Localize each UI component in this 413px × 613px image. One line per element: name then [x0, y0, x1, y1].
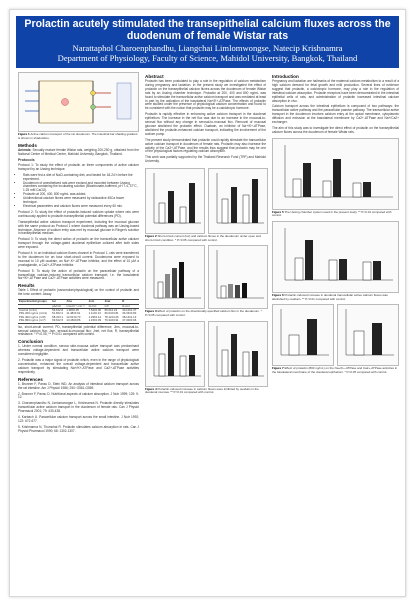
bar [289, 335, 299, 355]
bar [168, 191, 174, 223]
protocol-bullet: • Unidirectional calcium fluxes were measured by radioactive 45Ca tracer technique. [23, 197, 139, 205]
abstract-paragraph: The present study demonstrated that prolactin could rapidly stimulate the transcellular active calcium transport in duodenum of female rats. Prolactin may also increase the activity of the Ca2+-ATPase, and the results thus suggest that prolactin may be one of the physiological factors regulating calcium absorption. [145, 137, 266, 154]
poster [9, 9, 406, 597]
table-cell: 38.14±1.13 [122, 314, 137, 319]
animals-text: Sexually mature female Wistar rats, weighing 200-250 g, obtained from the National Center of Medical Centre, Mahidol University, Bangkok, Thailand. [18, 148, 139, 157]
ca-atpase-pump [91, 91, 96, 96]
figure-6-panel [272, 221, 399, 293]
figure-3-caption-text: Effect of prolactin on the directionally-specified calcium flux in the duodenum. * P<0.05 compared with control. [145, 309, 262, 317]
table-header-cell: Jnet [104, 299, 111, 304]
figure-1-svg [19, 73, 138, 129]
figure-3b-panel [208, 245, 268, 309]
table-cell: 56.6±2.8 [52, 308, 64, 312]
animals-paragraph [18, 149, 139, 157]
methods-heading: Methods [18, 143, 37, 149]
figure-7a-panel [272, 304, 334, 366]
figure-2-caption-text: Short-circuit current (Isc) and calcium fluxes in the duodenum under open and short-circuit condition. * P<0.05 compared with control. [145, 234, 261, 242]
protocol-bullets [18, 174, 139, 209]
bar [222, 199, 228, 223]
table-unit-cell: Ω·cm² [88, 303, 97, 308]
table-cell: 68.4±3.1 [52, 314, 64, 319]
conclusion-item: 1. Under normal condition, serosa side-mucosa active transport was predominant whereas voltage-dependent and transcellular active calcium transport were considered negligible. [18, 344, 139, 357]
figure-3-caption [145, 310, 266, 317]
table-cell: 51.8±2.2 [52, 311, 64, 316]
figure-7-label: Figure 7 [272, 366, 284, 371]
na-ca-exchanger [91, 105, 96, 110]
reference-item: 3. Charoenphandhu N, Limlomwongse L, Krishnamra N. Prolactin directly stimulates transcellular active calcium transport in the duodenum of female rats. Can J Physiol Pharmacol 2001; 79: 430-438. [18, 401, 139, 414]
column-right [272, 72, 399, 377]
table-cell: Control (n=11) [19, 308, 37, 312]
bar [295, 258, 303, 280]
bar [189, 183, 195, 223]
bar [323, 181, 331, 197]
table-header-cell: Jms [66, 299, 73, 304]
figure-2-label: Figure 2 [145, 234, 157, 239]
reference-item: 1. Bronner F, Pansu D, Stein WD. An analysis of intestinal calcium transport across the rat intestine. Am J Physiol 1986; 250: G561-G569. [18, 381, 139, 390]
table-cell: 79.34±3.91 [104, 318, 119, 323]
table-header-cell: Experimental groups [19, 299, 47, 304]
protocol-1-text: Protocol 1: To study the effect of prolactin on three components of active calcium transport by an Ussing technique. [18, 162, 139, 171]
bar [372, 323, 382, 355]
poster-authors: Narattaphol Charoenphandhu, Liangchai Limlomwongse, Natecip Krishnamra [72, 43, 343, 53]
table-caption: Table 1 Effect of prolactin (nanomolar/physiological) on the control of prolactin and the ionic content. Assay [18, 288, 139, 297]
figure-7-caption-text: Effect of prolactin (800 ng/mL) on the Na+/K+-ATPase and Ca2+-ATPase activities in the basolateral membrane of the duodenal epithelium. * P<0.05 compared with control. [272, 366, 398, 374]
figure-4b-panel [208, 321, 268, 387]
reference-item: 5. Krishnamra N, Thumchai R. Prolactin stimulates calcium absorption in rats. Can J Physiol Pharmacol 1990; 68: 1302-1307. [18, 424, 139, 433]
table-cell: PRL 400 ng/mL (n=8) [19, 314, 46, 319]
figure-2b-svg [209, 169, 267, 231]
conclusion-item: 2. Prolactin was a major signal of prolactin which, even in the range of physiological concentration, enhanced the overall voltage-dependent and transcellular active calcium transport by stimulating Na+/K+-ATPase and Ca2+-ATPase activities respectively. [18, 358, 139, 374]
conclusion-heading: Conclusion [18, 339, 44, 345]
table-cell: 78.12±4.26 [104, 314, 119, 319]
animals-label: Animals: [18, 148, 32, 153]
figure-6-label: Figure 6 [272, 292, 284, 297]
protocol-2b-text: Transepithelial active calcium transport experiment, including the mucosal glucose with the same protocol as Protocol 1 where duodenal pathway was an Ussing-based technique. Absence of sodium entry was met by mucosal glucose in Ringer's solution in transepithelial medium. [18, 219, 139, 236]
table-cell: 1.11±0.13 [88, 311, 101, 316]
bar [158, 282, 163, 298]
intro-paragraph: The aim of this study was to investigate the direct effect of prolactin on the transepithelial calcium fluxes across the duodenum of female Wistar rats. [272, 125, 399, 134]
bar [363, 182, 371, 197]
figure-5-label: Figure 5 [272, 209, 284, 214]
abstract-paragraph: Prolactin has been postulated to play a role in the regulation of calcium metabolism during pregnancy and lactation. In the present study we investigated the effect of prolactin on the transepithelial calcium fluxes across the duodenum of female Wistar rats by an Ussing chamber technique. Prolactin at 200, 400 and 800 ng/mL was found to stimulate the transcellular active calcium transport and was mediated at least in part by the activation of the basolateral Na+/K+-ATPase. The effects of prolactin were studied under the presence of physiological calcium concentration and found to be consistent with the notion that prolactin may be a calciotropic hormone. [145, 79, 266, 111]
table-cell: 30.10±1.37 [122, 308, 137, 312]
table-cell: PRL 200 ng/mL (n=11) [19, 311, 47, 316]
figure-6-caption-text: Prolactin-induced increase in duodenal transcellular active calcium fluxes was abolished by ouabain. ** P<0.01 compared with control. [272, 292, 388, 301]
bar [165, 274, 170, 298]
figure-1-caption-text: Active calcium transport of the rat duodenum. The intestinal bar shading gradient is shown in shadowbox. [18, 132, 138, 140]
bar [222, 350, 228, 376]
protocol-bullet: • Duodenum of anesthetized rats were excised and mounted between Ussing chambers containing the incubating solution (Bicarbonate-buffered, pH 7.4, 37°C, 1.25 mM CaCl2). [23, 182, 139, 194]
results-table [18, 299, 139, 323]
references-heading: References [18, 376, 43, 382]
table-cell: 11.48±0.61 [66, 311, 81, 316]
table-header-cell: Isc [52, 299, 57, 304]
figure-7b-panel [337, 304, 399, 366]
intro-paragraph: Pregnancy and lactation are hallmarks of the maternal calcium metabolism to a result of a high calcium demand for fetal growth and milk production. Several lines of evidence suggest that prolactin, a calciotropic hormone, may play a role in the regulation of intestinal calcium absorption. Prolactin receptors have been demonstrated in the intestinal epithelial cells of rats, and administration of prolactin increased intestinal calcium absorption in vivo. [272, 79, 399, 103]
figure-7-caption [272, 367, 399, 374]
figure-2-row [145, 168, 266, 234]
figure-1-caption [18, 133, 139, 140]
figure-3a-svg [146, 246, 204, 306]
figure-4a-svg [146, 322, 204, 384]
poster-title: Prolactin acutely stimulated the transepithelial calcium fluxes across the duodenum of female Wistar rats [24, 18, 391, 42]
figure-3-label: Figure 3 [145, 309, 157, 314]
table-unit-cell: mV [104, 303, 109, 308]
table-cell: 1.15±0.09 [88, 318, 102, 323]
figure-4b-svg [209, 322, 267, 384]
bar [231, 334, 237, 376]
table-cell: PRL 800 ng/mL (n=7) [19, 318, 46, 323]
figure-4-caption-text: Prolactin-induced increase in calcium fluxes were inhibited by ouabain in the duodenal mucosa. ** P<0.01 compared with control. [145, 386, 259, 395]
reference-item: 4. Karbach U. Paracellular calcium transport across the small intestine. J Nutr 1992; 122: 672-677. [18, 415, 139, 423]
figure-7a-svg [273, 305, 333, 363]
figure-4-caption [145, 388, 266, 395]
protocol-3-text: Protocol 3: To study the direct action of prolactin on the transcellular active calcium transport through the voltage-gated duodenal epithelium cultured after both sides were exposed. [18, 237, 139, 250]
results-heading: Results [18, 283, 35, 289]
bar [353, 183, 361, 197]
bar [235, 285, 240, 298]
protocol-bullet: • Electrical parameters and calcium fluxes were measured every 60 min. [23, 205, 139, 209]
bar [363, 262, 371, 280]
bar [252, 179, 258, 223]
figure-7b-svg [338, 305, 398, 363]
figure-5-caption [272, 211, 399, 218]
bar [252, 351, 258, 376]
abstract-paragraph: Prolactin is rapidly effective in enhancing active calcium transport in the duodenal epithelium. The increase in the net flux was due to an increase in the mucosal-to-serosal flux without any change in serosal-to-mucosal flux. Removal of mucosal glucose abolished the prolactin effect. Ouabain, an inhibitor of Na+/K+-ATPase, abolished the prolactin-enhanced calcium transport, indicating the involvement of the sodium pump. [145, 112, 266, 136]
reference-item: 2. Bronner F, Pansu D. Nutritional aspects of calcium absorption. J Nutr 1999; 129: 9-12. [18, 391, 139, 400]
bar [172, 268, 177, 298]
table-cell: 69.6±2.5 [52, 318, 64, 323]
bar [189, 355, 195, 376]
bar [242, 283, 247, 298]
poster-affiliation: Department of Physiology, Faculty of Science, Mahidol University, Bangkok, Thailand [57, 53, 358, 63]
protocol-2-text: Protocol 2: To study the effect of prolactin-induced calcium uptake where rats were continuously applied to prolactin transepithelial potential differences (PD). [18, 209, 139, 218]
figure-6-caption [272, 294, 399, 301]
figure-6-svg [273, 222, 398, 290]
figure-2a-svg [146, 169, 204, 231]
bar [373, 261, 381, 280]
table-cell: 36.34±0.83 [122, 311, 137, 316]
table-unit-cell: μA/cm² [52, 303, 62, 308]
table-cell: 12.91±0.73 [66, 314, 81, 319]
table-header-cell: Jsm [88, 299, 95, 304]
figure-4-row [145, 321, 266, 387]
table-header-cell: R [122, 299, 125, 304]
figure-2a-panel [145, 168, 205, 234]
abstract-heading: Abstract [145, 74, 164, 79]
column-middle [145, 72, 266, 398]
introduction-heading: Introduction [272, 74, 299, 79]
bar [307, 319, 317, 355]
table-cell: 13.48±0.86 [66, 318, 81, 323]
table-unit-cell: nmol·h⁻¹·cm⁻² [66, 303, 85, 308]
bar [180, 356, 186, 376]
abstract-paragraph: This work was partially supported by the Thailand Research Fund (TRF) and Mahidol University. [145, 155, 266, 164]
table-cell: 66.64±3.81 [104, 311, 119, 316]
table-cell: 66.6±4.23 [104, 308, 118, 312]
bar [293, 179, 301, 197]
intro-paragraph: Calcium transport across the intestinal epithelium is composed of two pathways: the transcellular active pathway and the paracellular passive pathway. The transcellular active transport in the duodenum involves calcium entry at the apical membrane, cytoplasmic diffusion and extrusion at the basolateral membrane by Ca2+-ATPase and Na+/Ca2+ exchanger. [272, 104, 399, 125]
figure-3b-svg [209, 246, 267, 306]
figure-2b-panel [208, 168, 268, 234]
figure-5-caption-text: The Ussing chamber system used in the present study. ** P<0.01 compared with control. [272, 209, 392, 218]
bar [231, 187, 237, 223]
bar [333, 159, 341, 197]
bar [168, 338, 174, 376]
protocols-label: Protocols [18, 158, 35, 162]
table-cell: 1.08±0.05 [66, 308, 79, 312]
bar [303, 163, 311, 197]
table-note: Isc, short-circuit current; PD, transepithelial potential difference; Jms, mucosal-to-serosal calcium flux; Jsm, serosal-to-mucosal flux; Jnet, net flux; R, transepithelial resistance. * P<0.05, ** P<0.01 compared with control. [18, 324, 139, 337]
figure-4-label: Figure 4 [145, 386, 157, 391]
bar [180, 207, 186, 223]
figure-1-diagram [18, 72, 139, 132]
figure-1-label: Figure 1 [18, 132, 30, 136]
figure-2-caption [145, 235, 266, 242]
figure-7-row [272, 304, 399, 366]
bar [159, 203, 165, 223]
protocol-4-text: Protocol 4: In an individual calcium fluxes channel in Protocol 1, rats were transferred to the duodenum for an hour short-circuit current. Duodenums were exposed to mucosal to 10 μM ouabain, an Na+-K+-ATPase inhibitor, and the effect of 10 μM a prostaglandin, a Ca2+-ATPase inhibitor. [18, 251, 139, 267]
bar [228, 284, 233, 298]
table-cell: 7.54±0.06 [88, 308, 102, 312]
bar [354, 331, 364, 355]
table-cell: 37.30±0.96 [122, 318, 137, 323]
bar [329, 260, 337, 280]
bar [339, 259, 347, 280]
figure-4a-panel [145, 321, 205, 387]
bar [159, 354, 165, 376]
table-row [18, 319, 139, 323]
bar [305, 240, 313, 280]
bar [221, 286, 226, 298]
bar [243, 195, 249, 223]
table-unit-cell: Ω·cm² [122, 303, 130, 308]
bar [243, 352, 249, 376]
title-banner [16, 16, 399, 68]
figure-3-row [145, 245, 266, 309]
column-left [18, 72, 139, 436]
protocol-5-text: Protocol 5: To study the action of prolactin on the paracellular pathway of a transcellular calcium-induced transcellular calcium transport, i.e. the basolateral Na+/K+-ATPase and Ca2+-ATPase activities were measured. [18, 268, 139, 281]
table-cell: 1.29±0.12 [88, 314, 102, 319]
protocol-bullet: • Prolactin at 200, 400, 800 ng/mL was added. [23, 193, 139, 197]
figure-5-panel [272, 138, 399, 210]
serosal-compartment [117, 83, 131, 119]
calbindin-blob [62, 99, 69, 106]
bar [179, 262, 184, 298]
protocol-bullet: • Rats were fed a diet of NaCl-containing diet, and fasted for 18-24 h before the experiment. [23, 174, 139, 182]
figure-3a-panel [145, 245, 205, 309]
figure-5-svg [273, 139, 398, 207]
